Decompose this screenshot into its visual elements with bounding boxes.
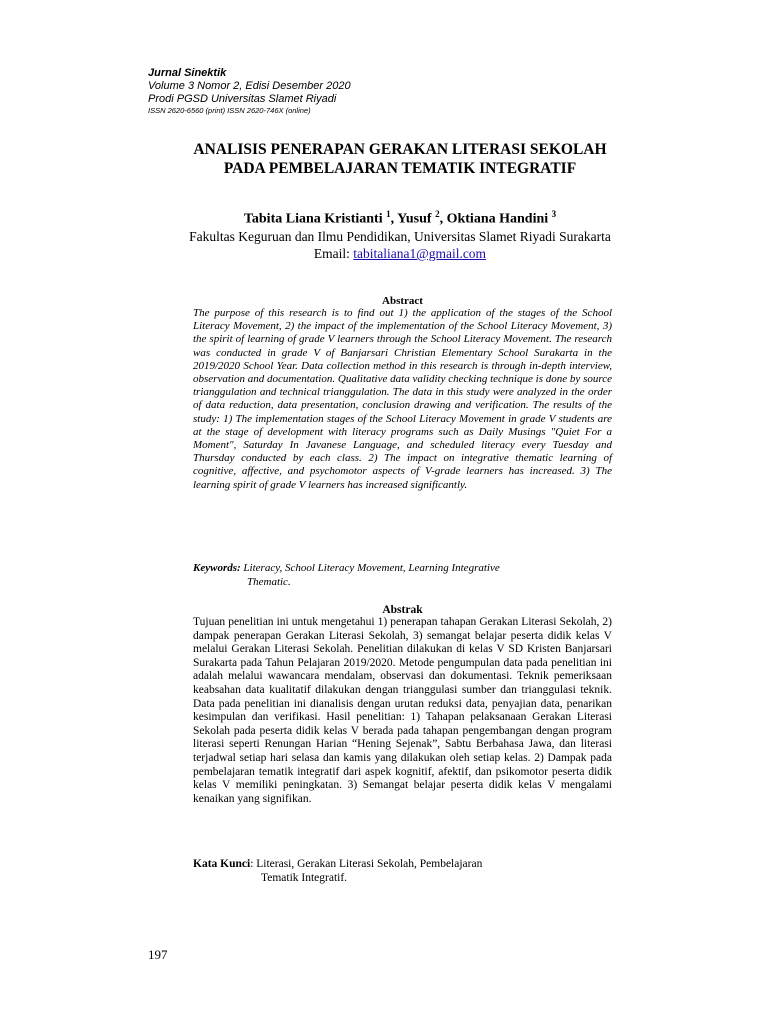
- author-1: Tabita Liana Kristianti: [243, 211, 383, 227]
- abstract-english: [193, 295, 612, 492]
- journal-header: [148, 67, 351, 116]
- keywords-english: [193, 562, 612, 589]
- title-line-1: ANALISIS PENERAPAN GERAKAN LITERASI SEKOLAH: [193, 141, 607, 158]
- email-line: [100, 245, 700, 262]
- author-list: [100, 209, 700, 228]
- author-1-sup: 1: [386, 209, 391, 219]
- author-3: , Oktiana Handini: [439, 211, 549, 227]
- email-link[interactable]: tabitaliana1@gmail.com: [353, 246, 487, 261]
- abstrak-text: Tujuan penelitian ini untuk mengetahui 1) penerapan tahapan Gerakan Literasi Sekolah, 2) dampak penerapan Gerakan Literasi Sekolah, 3) semangat belajar peserta didik kelas V melalui Gerakan Literasi Sekolah. Penelitian dilakukan di kelas V SD Kristen Banjarsari Surakarta pada Tahun Pelajaran 2019/2020. Metode pengumpulan data pada penelitian ini adalah melalui wawancara mendalam, observasi dan dokumentasi. Teknik pemeriksaan keabsahan data kualitatif dilakukan dengan trianggulasi sumber dan trianggulasi teknik. Data pada penelitian ini dianalisis dengan urutan reduksi data, penyajian data, penarikan kesimpulan dan verifikasi. Hasil penelitian: 1) Tahapan pelaksanaan Gerakan Literasi Sekolah pada peserta didik kelas V berada pada tahapan pengembangan dengan program literasi seperti Renungan Harian “Hening Sejenak”, Sabtu Berbahasa Jawa, dan literasi terjadwal setiap hari selasa dan kamis yang dilakukan oleh setiap kelas. 2) Dampak pada pembelajaran tematik integratif dari aspek kognitif, afektif, dan psikomotor peserta didik kelas V memiliki peningkatan. 3) Semangat belajar peserta didik kelas V mengalami kenaikan yang signifikan.: [193, 616, 612, 805]
- keywords-line-1: [193, 562, 612, 576]
- journal-issn: ISSN 2620-6560 (print) ISSN 2620-746X (online): [148, 106, 311, 115]
- kata-kunci-values: : Literasi, Gerakan Literasi Sekolah, Pembelajaran: [250, 858, 483, 870]
- page-number: 197: [148, 947, 168, 962]
- keywords-values: Literacy, School Literacy Movement, Learning Integrative: [240, 562, 500, 574]
- keywords-indonesian: [193, 857, 612, 885]
- kata-kunci-line-2: Tematik Integratif.: [261, 872, 348, 884]
- kata-kunci-label: Kata Kunci: [193, 858, 251, 870]
- keywords-label: Keywords:: [193, 562, 241, 574]
- journal-volume: Volume 3 Nomor 2, Edisi Desember 2020: [148, 80, 351, 92]
- journal-program: Prodi PGSD Universitas Slamet Riyadi: [148, 93, 337, 105]
- affiliation: Fakultas Keguruan dan Ilmu Pendidikan, Universitas Slamet Riyadi Surakarta: [189, 229, 611, 244]
- abstract-text: The purpose of this research is to find out 1) the application of the stages of the School Literacy Movement, 2) the impact of the implementation of the School Literacy Movement, 3) the spirit of learning of grade V learners through the School Literacy Movement. The research was conducted in grade V of Banjarsari Christian Elementary School Surakarta in the 2019/2020 School Year. Data collection method in this research is through in-depth interview, observation and documentation. Qualitative data validity checking technique is done by source trianggulation and technical trianggulation. The data in this study were analyzed in the order of data reduction, data presentation, conclusion drawing and verification. The results of the study: 1) The implementation stages of the School Literacy Movement in grade V students are at the stage of development with literacy programs such as Daily Musings "Quiet For a Moment", Saturday In Javanese Language, and scheduled literacy every Tuesday and Thursday conducted by each class. 2) The impact on integrative thematic learning of cognitive, affective, and psychomotor aspects of V-grade learners has increased. 3) The learning spirit of grade V learners has increased significantly.: [193, 307, 612, 491]
- abstrak-heading: Abstrak: [382, 604, 423, 616]
- kata-kunci-line-1: [193, 857, 612, 871]
- title-line-2: PADA PEMBELAJARAN TEMATIK INTEGRATIF: [223, 160, 577, 177]
- author-3-sup: 3: [551, 209, 557, 219]
- keywords-line-2: Thematic.: [247, 575, 291, 588]
- author-2: , Yusuf: [390, 211, 432, 227]
- paper-title: [100, 140, 700, 178]
- abstract-indonesian: [193, 604, 612, 806]
- abstract-heading: Abstract: [382, 295, 423, 307]
- affiliation-block: [100, 228, 700, 262]
- journal-name: Jurnal Sinektik: [148, 67, 227, 79]
- author-2-sup: 2: [435, 209, 440, 219]
- email-label: Email:: [313, 246, 354, 261]
